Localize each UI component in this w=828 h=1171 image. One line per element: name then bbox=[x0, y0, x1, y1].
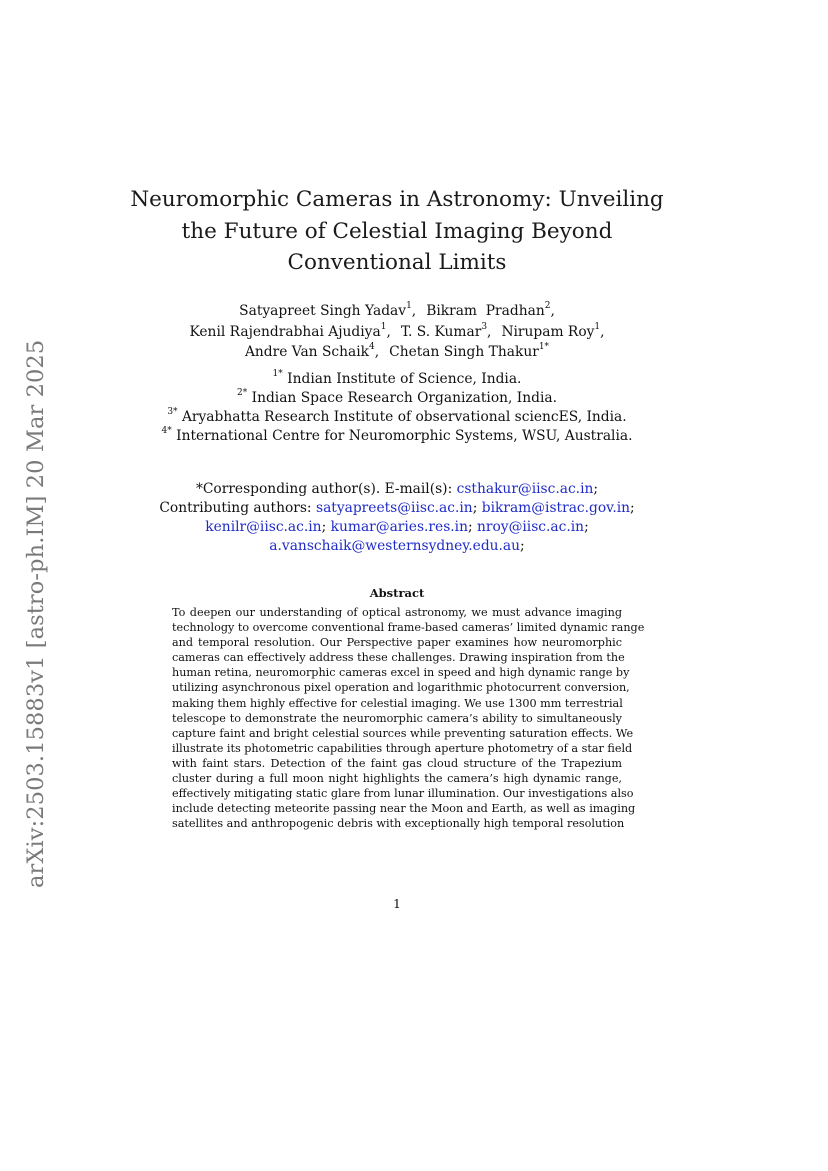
affiliation-list bbox=[150, 370, 644, 446]
abstract-line: human retina, neuromorphic cameras excel in speed and high dynamic range by bbox=[172, 666, 630, 680]
email-link[interactable]: a.vanschaik@westernsydney.edu.au bbox=[269, 538, 521, 554]
affiliation-mark: 2* bbox=[237, 388, 248, 399]
abstract-line: making them highly effective for celestial imaging. We use 1300 mm terrestrial bbox=[172, 696, 623, 710]
author-line: Andre Van Schaik$^4$, Chetan Singh Thakur$^{1*}$ bbox=[244, 342, 550, 360]
author-affiliation-mark: 4 bbox=[369, 342, 375, 353]
abstract-line: capture faint and bright celestial sources while preventing saturation effects. We bbox=[172, 726, 634, 740]
title-line: Neuromorphic Cameras in Astronomy: Unveiling bbox=[130, 187, 664, 212]
email-link[interactable]: satyapreets@iisc.ac.in bbox=[315, 500, 473, 516]
author-affiliation-mark: 1 bbox=[380, 321, 387, 332]
corresponding-prefix: *Corresponding author(s). E-mail(s): bbox=[195, 481, 453, 497]
separator: ; bbox=[593, 481, 599, 497]
affiliation-line bbox=[150, 370, 644, 389]
author-name: Bikram Pradhan bbox=[426, 303, 545, 319]
affiliation-mark: 1* bbox=[272, 369, 283, 380]
author-line: Kenil Rajendrabhai Ajudiya$^1$, T. S. Kumar$^3$, Nirupam Roy$^1$, bbox=[189, 321, 605, 340]
abstract-line: illustrate its photometric capabilities through aperture photometry of a star field bbox=[172, 741, 633, 755]
affiliation-text: Indian Space Research Organization, India. bbox=[251, 390, 557, 406]
author-list bbox=[150, 301, 644, 363]
affiliation-text: Indian Institute of Science, India. bbox=[287, 371, 522, 387]
author-name: Satyapreet Singh Yadav bbox=[239, 303, 407, 319]
separator: ; bbox=[630, 500, 635, 516]
author-name: T. S. Kumar bbox=[400, 323, 482, 340]
contributing-authors-line bbox=[150, 499, 644, 518]
title-line: the Future of Celestial Imaging Beyond bbox=[181, 218, 613, 244]
corresponding-author-line bbox=[150, 480, 644, 499]
email-link[interactable]: kenilr@iisc.ac.in bbox=[205, 519, 322, 535]
abstract-heading: Abstract bbox=[369, 586, 425, 600]
abstract-line: satellites and anthropogenic debris with exceptionally high temporal resolution bbox=[172, 817, 625, 831]
abstract-line: telescope to demonstrate the neuromorphic camera’s ability to simultaneously bbox=[172, 711, 622, 725]
email-link[interactable]: bikram@istrac.gov.in bbox=[481, 500, 631, 516]
abstract-line: utilizing asynchronous pixel operation and logarithmic photocurrent conversion, bbox=[172, 681, 630, 695]
paper-title bbox=[130, 184, 664, 279]
abstract-line: effectively mitigating static glare from lunar illumination. Our investigations also bbox=[172, 787, 634, 801]
abstract-line: cameras can effectively address these challenges. Drawing inspiration from the bbox=[172, 651, 625, 665]
author-affiliation-mark: 1* bbox=[538, 342, 550, 353]
author-line: Satyapreet Singh Yadav$^1$, Bikram Pradhan$^2$, bbox=[239, 301, 555, 319]
author-affiliation-mark: 1 bbox=[406, 301, 412, 312]
author-name: Kenil Rajendrabhai Ajudiya bbox=[189, 323, 381, 340]
affiliation-line bbox=[150, 408, 644, 427]
abstract-line: and temporal resolution. Our Perspective paper examines how neuromorphic bbox=[172, 636, 622, 650]
affiliation-mark: 3* bbox=[167, 407, 178, 418]
separator: ; bbox=[520, 538, 525, 554]
author-affiliation-mark: 3 bbox=[481, 321, 488, 332]
contributing-prefix: Contributing authors: bbox=[159, 500, 312, 516]
arxiv-identifier: arXiv:2503.15883v1 [astro-ph.IM] 20 Mar 2025 bbox=[23, 339, 49, 888]
email-link[interactable]: kumar@aries.res.in bbox=[330, 519, 468, 535]
page-number: 1 bbox=[393, 896, 401, 911]
correspondence-block bbox=[150, 480, 644, 556]
title-line: Conventional Limits bbox=[287, 250, 507, 275]
author-affiliation-mark: 1 bbox=[594, 321, 601, 332]
affiliation-mark: 4* bbox=[161, 426, 172, 437]
affiliation-text: International Centre for Neuromorphic Systems, WSU, Australia. bbox=[176, 428, 633, 444]
contributing-authors-line bbox=[150, 537, 644, 556]
arxiv-sidebar bbox=[14, 338, 58, 888]
affiliation-line bbox=[150, 427, 644, 446]
abstract-line: To deepen our understanding of optical astronomy, we must advance imaging bbox=[172, 606, 622, 619]
abstract-body bbox=[172, 605, 645, 831]
email-link[interactable]: nroy@iisc.ac.in bbox=[477, 519, 585, 535]
separator: ; bbox=[321, 519, 327, 535]
email-link[interactable]: csthakur@iisc.ac.in bbox=[456, 481, 594, 497]
author-name: Chetan Singh Thakur bbox=[389, 344, 539, 360]
author-name: Andre Van Schaik bbox=[244, 344, 370, 360]
abstract-line: cluster during a full moon night highlights the camera’s high dynamic range, bbox=[172, 772, 622, 786]
contributing-authors-line bbox=[150, 518, 644, 537]
separator: ; bbox=[467, 519, 473, 535]
abstract-line: include detecting meteorite passing near the Moon and Earth, as well as imaging bbox=[172, 802, 636, 816]
affiliation-text: Aryabhatta Research Institute of observational sciencES, India. bbox=[181, 409, 627, 425]
separator: ; bbox=[584, 519, 589, 535]
abstract-line: with faint stars. Detection of the faint gas cloud structure of the Trapezium bbox=[172, 756, 622, 770]
separator: ; bbox=[472, 500, 478, 516]
affiliation-line bbox=[150, 389, 644, 408]
abstract-line: technology to overcome conventional frame-based cameras’ limited dynamic range bbox=[172, 621, 645, 635]
author-name: Nirupam Roy bbox=[501, 323, 595, 340]
author-affiliation-mark: 2 bbox=[544, 301, 551, 312]
